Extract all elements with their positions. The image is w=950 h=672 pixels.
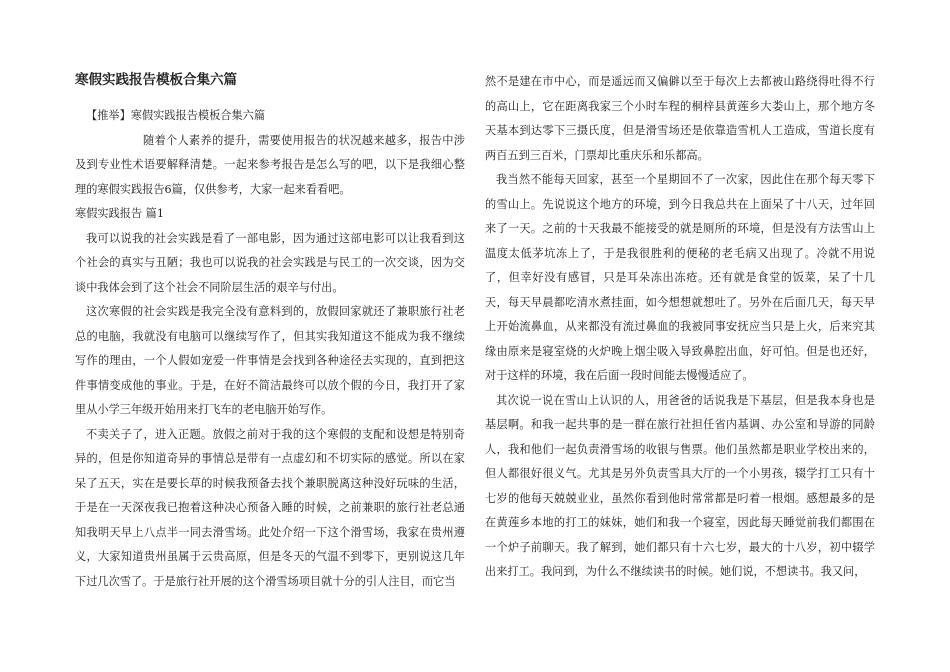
right-paragraph-1: 然不是建在市中心，而是遥远而又偏僻以至于每次上去都被山路绕得吐得不行的高山上，它在距离我家三个小时车程的桐梓县黄莲乡大娄山上，那个地方冬天基本到达零下三摄氏度，但是滑雪场还是依靠造雪机人工造成，雪道长度有两百五到三百米，门票却比重庆乐和乐都高。 <box>485 75 875 162</box>
right-column <box>485 70 875 585</box>
section-heading: 寒假实践报告 篇1 <box>75 207 164 220</box>
right-paragraph-3: 其次说一说在雪山上认识的人，用爸爸的话说我是下基层，但是我本身也是基层啊。和我一起共事的是一群在旅行社担任省内基调、办公室和导游的同龄人，我和他们一起负责滑雪场的收银与售票。他们虽然都是职业学校出来的，但人都很好很义气。尤其是另外负责雪具大厅的一个小男孩，辍学打工只有十七岁的他每天兢兢业业，虽然你看到他时常常都是叼着一根烟。感想最多的是在黄莲乡本地的打工的妹妹，她们和我一个寝室，因此每天睡觉前我们都围在一个炉子前聊天。我了解到，她们都只有十六七岁，最大的十八岁，初中辍学出来打工。我问到，为什么不继续读书的时候。她们说，不想读书。我又问， <box>485 393 875 578</box>
document-title: 寒假实践报告模板合集六篇 <box>75 72 237 88</box>
recommend-line: 【推举】寒假实践报告模板合集六篇 <box>86 109 266 122</box>
left-paragraph-2: 这次寒假的社会实践是我完全没有意料到的，放假回家就还了兼职旅行社老总的电脑，我就没有电脑可以继续写作了，但其实我知道这不能成为我不继续写作的理由，一个人假如宠爱一件事情是会找到各种途径去实现的，直到把这件事情变成他的事业。于是，在好不简洁最终可以放个假的今日，我打开了家里从小学三年级开始用来打飞车的老电脑开始写作。 <box>75 305 465 416</box>
right-paragraph-2: 我当然不能每天回家，甚至一个星期回不了一次家，因此住在那个每天零下的雪山上。先说说这个地方的环境，到今日我总共在上面呆了十八天，过年回来了一天。之前的十天我最不能接受的就是厕所的环境，但是没有方法雪山上温度太低茅坑冻上了，于是我很胜利的便秘的老毛病又出现了。冷就不用说了，但幸好没有感冒，只是耳朵冻出冻疮。还有就是食堂的饭菜，呆了十几天，每天早晨都吃清水煮挂面，如今想想就想吐了。另外在后面几天，每天早上开始流鼻血，从来都没有流过鼻血的我被同事安抚应当只是上火，后来究其缘由原来是寝室烧的火炉晚上烟尘吸入导致鼻腔出血，好可怕。但是也还好，对于这样的环境，我在后面一段时间能去慢慢适应了。 <box>485 173 875 382</box>
intro-paragraph: 随着个人素养的提升，需要使用报告的状况越来越多，报告中涉及到专业性术语要解释清楚。一起来参考报告是怎么写的吧，以下是我细心整理的寒假实践报告6篇，仅供参考，大家一起来看看吧。 <box>75 133 465 196</box>
left-column <box>75 70 465 594</box>
left-paragraph-3: 不卖关子了，进入正题。放假之前对于我的这个寒假的支配和设想是特别奇异的，但是你知道奇异的事情总是带有一点虚幻和不切实际的感觉。所以在家呆了五天，实在是要长草的时候我预备去找个兼职脱离这种没好玩味的生活，于是在一天深夜我已抱着这种决心预备入睡的时候，之前兼职的旅行社老总通知我明天早上八点半一同去滑雪场。此处介绍一下这个滑雪场，我家在贵州遵义，大家知道贵州虽属于云贵高原，但是冬天的气温不到零下，更别说这几年下过几次雪了。于是旅行社开展的这个滑雪场项目就十分的引人注目，而它当 <box>75 427 465 588</box>
left-paragraph-1: 我可以说我的社会实践是看了一部电影，因为通过这部电影可以让我看到这个社会的真实与丑陋；我也可以说我的社会实践是与民工的一次交谈，因为交谈中我体会到了这个社会不同阶层生活的艰辛与付出。 <box>75 231 465 294</box>
